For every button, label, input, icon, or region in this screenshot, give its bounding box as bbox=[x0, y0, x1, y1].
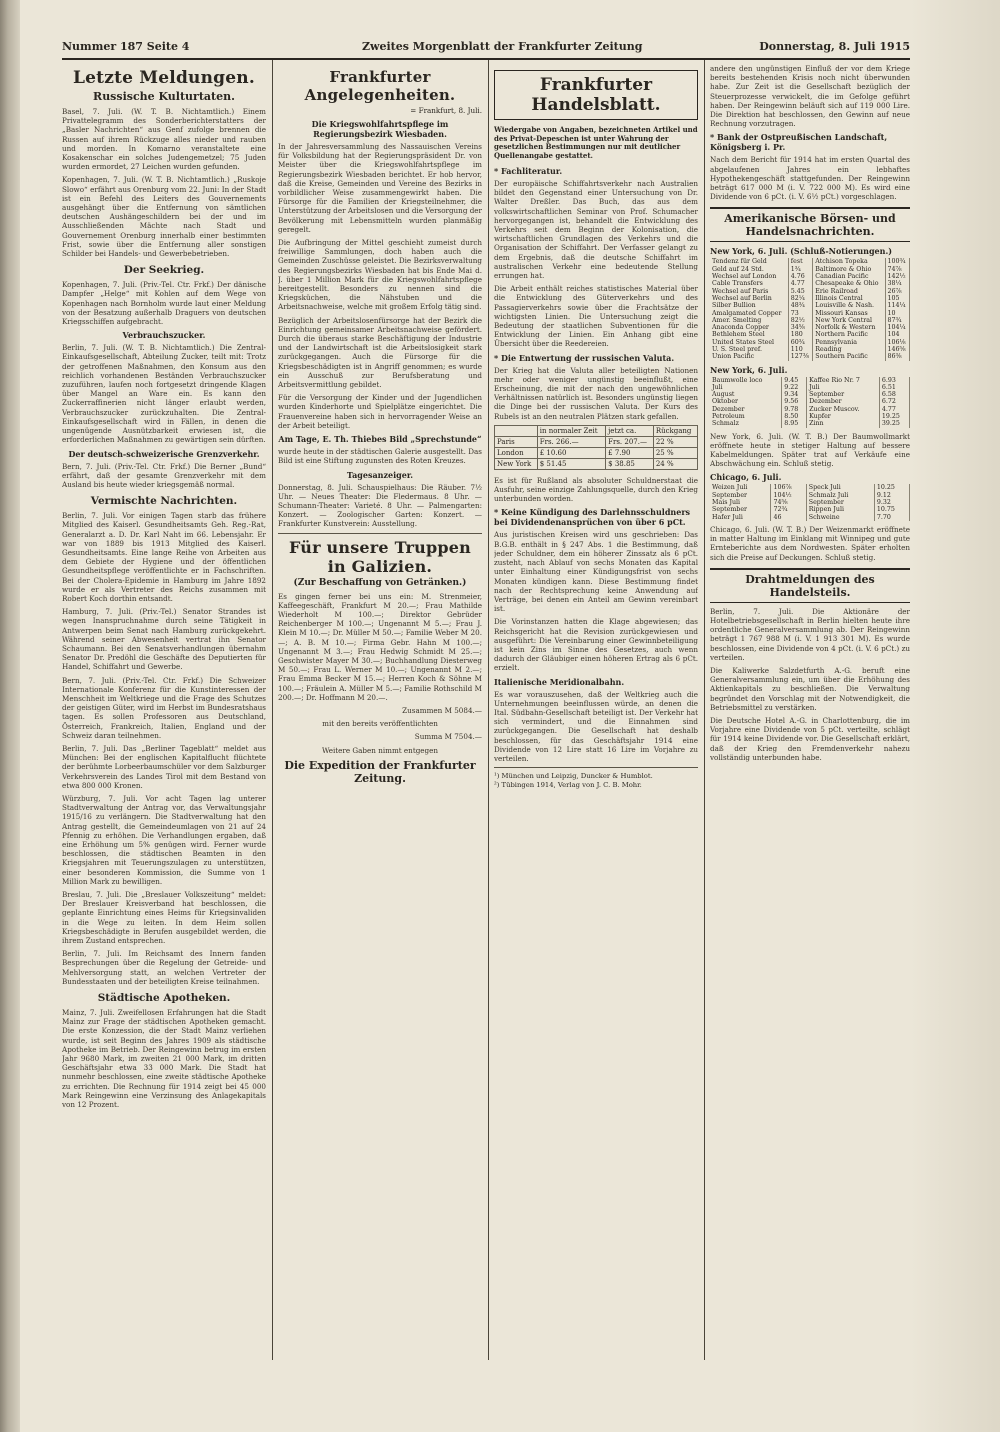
reprint-notice: Wiedergabe von Angaben, bezeichneten Artikel und des Privat-Depeschen ist unter Wahrung der gesetzlichen Bestimmungen nur mit deutlicher Quellenangabe gestattet. bbox=[494, 125, 698, 160]
table-cell: 46 bbox=[771, 514, 806, 521]
table-cell: $ 38.85 bbox=[606, 458, 654, 469]
headline-frankfurt-affairs: Frankfurter Angelegenheiten. bbox=[304, 68, 456, 104]
table-cell: 74⅞ bbox=[885, 266, 909, 273]
sum-value: M 5084.— bbox=[444, 705, 482, 715]
table-cell: 180 bbox=[788, 331, 812, 338]
table-cell: fest bbox=[788, 258, 812, 265]
table-cell: 19.25 bbox=[879, 413, 909, 420]
article-paragraph: New York, 6. Juli. (W. T. B.) Der Baumwollmarkt eröffnete heute in stetiger Haltung auf bessere Kabelmeldungen. Später trat auf Verkäufe eine Abschwächung ein. Schluß stetig. bbox=[710, 431, 910, 469]
table-cell: Anaconda Copper bbox=[710, 324, 788, 331]
table-row bbox=[710, 377, 910, 384]
table-cell: £ 7.90 bbox=[606, 447, 654, 458]
article-paragraph: Für die Versorgung der Kinder und der Jugendlichen wurden Kinderhorte und Spielplätze eingerichtet. Die Frauenvereine haben sich in hervorragender Weise an der Arbeit beteiligt. bbox=[278, 393, 482, 430]
table-cell: Wechsel auf London bbox=[710, 273, 788, 280]
table-cell: 4.77 bbox=[788, 280, 812, 287]
table-cell: Schmalz Juli bbox=[806, 492, 874, 499]
table-cell: Mais Juli bbox=[710, 499, 771, 506]
table-cell: 39.25 bbox=[879, 420, 909, 427]
article-paragraph: Es war vorauszusehen, daß der Weltkrieg auch die Unternehmungen beeinflussen würde, an denen die Ital. Südbahn-Gesellschaft beteiligt ist. Der Verkehr hat sich vermindert, und die Einnahmen sind zurückgegangen. Die Gesellschaft hat deshalb beschlossen, für das Geschäftsjahr 1914 eine Dividende von 12 Lire statt 16 Lire im Vorjahre zu verteilen. bbox=[494, 689, 698, 763]
table-row bbox=[710, 324, 910, 331]
table-cell: Southern Pacific bbox=[813, 353, 885, 360]
table-row bbox=[710, 391, 910, 398]
table-row bbox=[710, 295, 910, 302]
table-cell: 10.25 bbox=[874, 484, 909, 491]
article-paragraph: Aus juristischen Kreisen wird uns geschrieben: Das B.G.B. enthält in § 247 Abs. 1 die Bestimmung, daß jeder Schuldner, dem ein höherer Zinssatz als 6 pCt. zusteht, nach Ablauf von sechs Monaten das Kapital unter Einhaltung einer Kündigungsfrist von sechs Monaten kündigen kann. Diese Bestimmung findet nach der Rechtsprechung keine Anwendung auf Verträge, bei denen ein Anteil am Gewinn vereinbart ist. bbox=[494, 530, 698, 614]
subhead: Italienische Meridionalbahn. bbox=[494, 676, 625, 687]
running-header bbox=[62, 40, 910, 56]
table-cell: 22 % bbox=[653, 436, 697, 447]
article-paragraph: Die Vorinstanzen hatten die Klage abgewiesen; das Reichsgericht hat die Revision zurückgewiesen und ausgeführt: Die Vereinbarung einer Gewinnbeteiligung ist kein Zins im Sinne des Gesetzes, auch wenn dadurch der Gläubiger einen höheren Ertrag als 6 pCt. erzielt. bbox=[494, 617, 698, 673]
table-cell: United States Steel bbox=[710, 339, 788, 346]
column-2 bbox=[278, 64, 482, 1364]
table-cell: 6.72 bbox=[879, 398, 909, 405]
table-cell: 34⅝ bbox=[788, 324, 812, 331]
column-rule bbox=[272, 60, 273, 1360]
table-cell: Baumwolle loco bbox=[710, 377, 782, 384]
table-row bbox=[710, 398, 910, 405]
table-cell: Dezember bbox=[807, 398, 880, 405]
table-cell: 82½ bbox=[788, 317, 812, 324]
subhead: * Die Entwertung der russischen Valuta. bbox=[494, 352, 675, 363]
article-paragraph: Bezüglich der Arbeitslosenfürsorge hat der Bezirk die Einrichtung gemeinsamer Arbeitsnachweise gefördert. Durch die überaus starke Beschäftigung der Industrie und der Landwirtschaft ist die Arbeitslosigkeit stark zurückgegangen. Auch die Fürsorge für die Kriegsbeschädigten ist in Angriff genommen; es wurde ein Ausschuß zur Berufsberatung und Arbeitsvermittlung gebildet. bbox=[278, 315, 482, 390]
table-cell: Frs. 266.— bbox=[537, 436, 605, 447]
article-paragraph: Kopenhagen, 7. Juli. (Priv.-Tel. Ctr. Frkf.) Der dänische Dampfer „Helge“ mit Kohlen auf dem Wege von Kopenhagen nach Bornholm wurde laut einer Meldung von der Besatzung außerhalb Draguers von deutschen Kriegsschiffen aufgebracht. bbox=[62, 280, 266, 327]
table-row bbox=[710, 258, 910, 265]
market-subhead: Chicago, 6. Juli. bbox=[710, 472, 782, 483]
table-cell: 5.45 bbox=[788, 288, 812, 295]
donation-list: Es gingen ferner bei uns ein: M. Strenmeier, Kaffeegeschäft, Frankfurt M 20.—; Frau Mathilde Wiederholt M 100.—; Direktor Gebrüder Reichenberger M 100.—; Ungenannt M 5.—; Frau J. Klein M 10.—; Dr. Müller M 50.—; Familie Weber M 20.—; A. B. M 10.—; Firma Gebr. Hahn M 100.—; Ungenannt M 3.—; Frau Hedwig Schmidt M 25.—; Geschwister Mayer M 30.—; Buchhandlung Diesterweg M 50.—; Frau L. Werner M 10.—; Ungenannt M 2.—; Frau Emma Becker M 15.—; Herren Koch & Söhne M 100.—; Fräulein A. Müller M 5.—; Familie Rothschild M 200.—; Dr. Hoffmann M 20.—. bbox=[278, 591, 482, 702]
table-cell: Petroleum bbox=[710, 413, 782, 420]
page-binding bbox=[0, 0, 20, 1432]
table-header-row bbox=[495, 425, 698, 436]
table-row bbox=[710, 266, 910, 273]
table-cell: Atchison Topeka bbox=[813, 258, 885, 265]
article-paragraph: Berlin, 7. Juli. Vor einigen Tagen starb das frühere Mitglied des Kaiserl. Gesundheitsamts Geh. Reg.-Rat, Generalarzt a. D. Dr. Karl Naht im 66. Lebensjahr. Er war von 1889 bis 1913 Mitglied des Kaiserl. Gesundheitsamts. Eine lange Reihe von Arbeiten aus dem Gebiete der Hygiene und der öffentlichen Gesundheitspflege veröffentlichte er in Fachschriften. Bei der Cholera-Epidemie in Hamburg im Jahre 1892 wurde er als Vertreter des Reichs zusammen mit Robert Koch dorthin entsandt. bbox=[62, 511, 266, 603]
table-cell: 87¾ bbox=[885, 317, 909, 324]
table-cell: 48¾ bbox=[788, 302, 812, 309]
table-cell: Frs. 207.— bbox=[606, 436, 654, 447]
market-subhead: New York, 6. Juli. (Schluß-Notierungen.) bbox=[710, 246, 893, 257]
table-row bbox=[710, 331, 910, 338]
table-cell: 8.95 bbox=[782, 420, 807, 427]
table-cell: 82¼ bbox=[788, 295, 812, 302]
table-cell: $ 51.45 bbox=[537, 458, 605, 469]
table-cell: 9.32 bbox=[874, 499, 909, 506]
article-paragraph: Basel, 7. Juli. (W. T. B. Nichtamtlich.) Einem Privattelegramm des Sonderberichterstatters der „Basler Nachrichten“ aus Genf zufolge brennen die Russen auf ihrem Rückzuge alles nieder und rauben und morden. In Komarno veranstaltete eine Kosakenschar ein solches Judengemetzel; 75 Juden wurden ermordet, 27 Leichen wurden gefunden. bbox=[62, 107, 266, 172]
table-cell: Juli bbox=[807, 384, 880, 391]
table-cell: Cable Transfers bbox=[710, 280, 788, 287]
table-cell: Weizen Juli bbox=[710, 484, 771, 491]
column-3 bbox=[494, 64, 698, 1364]
table-cell: 9.78 bbox=[782, 406, 807, 413]
table-cell: 10 bbox=[885, 310, 909, 317]
table-cell: September bbox=[710, 492, 771, 499]
table-cell: 26⅞ bbox=[885, 288, 909, 295]
subhead: * Keine Kündigung des Darlehnsschuldners bei Dividendenansprüchen von über 6 pCt. bbox=[494, 507, 691, 528]
table-cell: Reading bbox=[813, 346, 885, 353]
article-paragraph: Berlin, 7. Juli. (W. T. B. Nichtamtlich.) Die Zentral-Einkaufsgesellschaft, Abteilung Zucker, teilt mit: Trotz der getroffenen Maßnahmen, den Konsum aus den reichlich vorhandenen Beständen Verbrauchszucker zuzuführen, laufen noch fortgesetzt dringende Klagen über Mangel an Ware ein. Es kann den Zuckerraffinerien nicht länger erlaubt werden, Verbrauchszucker zurückzuhalten. Die Zentral-Einkaufsgesellschaft wird in Fällen, in denen die ungenügende Ausnützbarkeit erwiesen ist, die erforderlichen Maßnahmen zu gewärtigen sein dürften. bbox=[62, 343, 266, 445]
article-paragraph: Bern, 7. Juli. (Priv.-Tel. Ctr. Frkf.) Die Schweizer Internationale Konferenz für die Kunstinteressen der Menschheit im Weltkriege und die Frage des Schutzes der geistigen Güter, wird im Herbst im Bundesratshaus tagen. Es sollen Professoren aus Deutschland, Österreich, Frankreich, Italien, England und der Schweiz daran teilnehmen. bbox=[62, 675, 266, 740]
table-header-cell: Rückgang bbox=[653, 425, 697, 436]
table-row bbox=[710, 492, 910, 499]
table-row bbox=[710, 310, 910, 317]
table-cell: Amer. Smelting bbox=[710, 317, 788, 324]
table-row bbox=[710, 317, 910, 324]
footnote-rule bbox=[494, 767, 698, 768]
wire-news-headline: Drahtmeldungen des Handelsteils. bbox=[710, 568, 910, 603]
table-cell: 104½ bbox=[771, 492, 806, 499]
article-paragraph: Es ist für Rußland als absoluter Schuldnerstaat die Ausfuhr, seine einzige Zahlungsquelle, durch den Krieg unterbunden worden. bbox=[494, 475, 698, 504]
article-paragraph: Der europäische Schiffahrtsverkehr nach Australien bildet den Gegenstand einer Untersuchung von Dr. Walter Dreßler. Das Buch, das aus dem volkswirtschaftlichen Seminar von Prof. Schumacher hervorgegangen ist, behandelt die Entwicklung des Verkehrs seit dem Beginn der Kolonisation, die wirtschaftlichen Grundlagen des Verkehrs und die Organisation der Schiffahrt. Der Verfasser gelangt zu dem Ergebnis, daß die deutsche Schiffahrt im australischen Verkehr eine bedeutende Stellung errungen hat. bbox=[494, 179, 698, 281]
table-cell: Oktober bbox=[710, 398, 782, 405]
table-cell: Schmalz bbox=[710, 420, 782, 427]
donation-total bbox=[278, 732, 482, 741]
footnote: ¹) München und Leipzig, Duncker & Humblot. bbox=[494, 772, 653, 781]
closing-org: Die Expedition der Frankfurter Zeitung. bbox=[284, 758, 476, 785]
article-paragraph: Berlin, 7. Juli. Im Reichsamt des Innern fanden Besprechungen über die Regelung der Getreide- und Mehlversorgung statt, an welchen Vertreter der Bundesstaaten und der beteiligten Kreise teilnahmen. bbox=[62, 949, 266, 986]
table-cell: Amalgamated Copper bbox=[710, 310, 788, 317]
table-cell: London bbox=[495, 447, 538, 458]
subhead: * Bank der Ostpreußischen Landschaft, Königsberg i. Pr. bbox=[710, 132, 888, 153]
subhead: Tagesanzeiger. bbox=[346, 469, 414, 480]
table-cell: Baltimore & Ohio bbox=[813, 266, 885, 273]
table-row bbox=[495, 458, 698, 469]
article-paragraph: Hamburg, 7. Juli. (Priv.-Tel.) Senator Strandes ist wegen Inanspruchnahme durch seine Tätigkeit in Antwerpen beim Senat nach Hamburg zurückgekehrt. Während seiner Abwesenheit vertrat ihn Senator Schaumann. Bei den Senatsverhandlungen übernahm Senator Dr. Predöhl die Geschäfte des Deputierten für Handel, Schiffahrt und Gewerbe. bbox=[62, 607, 266, 672]
table-cell: 72¾ bbox=[771, 506, 806, 513]
article-paragraph: wurde heute in der städtischen Galerie ausgestellt. Das Bild ist eine Stiftung zugunsten des Roten Kreuzes. bbox=[278, 447, 482, 466]
table-cell: 86⅜ bbox=[885, 353, 909, 360]
subhead: * Fachliteratur. bbox=[494, 166, 563, 176]
table-cell: 24 % bbox=[653, 458, 697, 469]
table-cell: 8.50 bbox=[782, 413, 807, 420]
table-cell: Geld auf 24 Std. bbox=[710, 266, 788, 273]
previous-total-label: mit den bereits veröffentlichten bbox=[322, 719, 438, 729]
table-cell: 7.70 bbox=[874, 514, 909, 521]
paper-shading bbox=[910, 0, 1000, 1432]
table-cell: 106⅛ bbox=[885, 339, 909, 346]
table-row bbox=[710, 384, 910, 391]
headline-latest-news: Letzte Meldungen. bbox=[73, 68, 255, 88]
table-cell: 25 % bbox=[653, 447, 697, 458]
article-paragraph: Bern, 7. Juli. (Priv.-Tel. Ctr. Frkf.) Die Berner „Bund“ erfährt, daß der gesamte Grenzverkehr mit dem Ausland bis heute wieder kriegsgemäß normal. bbox=[62, 461, 266, 489]
table-cell: 114¼ bbox=[885, 302, 909, 309]
table-cell: 1¾ bbox=[788, 266, 812, 273]
table-cell: 146⅝ bbox=[885, 346, 909, 353]
subhead: Am Tage, E. Th. Thiebes Bild „Sprechstunde“ bbox=[278, 434, 482, 445]
column-rule bbox=[488, 60, 489, 1360]
appeal-subhead: (Zur Beschaffung von Getränken.) bbox=[293, 577, 467, 588]
table-cell: New York Central bbox=[813, 317, 885, 324]
article-paragraph: Chicago, 6. Juli. (W. T. B.) Der Weizenmarkt eröffnete in matter Haltung im Einklang mit Winnipeg und gute Ernteberichte aus dem Nordwesten. Später erholten sich die Preise auf Deckungen. Schluß stetig. bbox=[710, 524, 910, 562]
column-1 bbox=[62, 64, 266, 1364]
subhead: Russische Kulturtaten. bbox=[93, 90, 235, 103]
subhead: Städtische Apotheken. bbox=[97, 992, 231, 1005]
table-row bbox=[710, 288, 910, 295]
table-row bbox=[710, 353, 910, 360]
table-cell: Dezember bbox=[710, 406, 782, 413]
table-cell: Wechsel auf Berlin bbox=[710, 295, 788, 302]
article-paragraph: Der Krieg hat die Valuta aller beteiligten Nationen mehr oder weniger ungünstig beeinflußt, eine Erscheinung, die mit der nach den ungewöhnlichen Verhältnissen natürlich ist. Besonders ungünstig liegen die Dinge bei der russischen Valuta. Der Kurs des Rubels ist an den neutralen Plätzen stark gefallen. bbox=[494, 365, 698, 421]
table-cell: 9.12 bbox=[874, 492, 909, 499]
closing-line: Weitere Gaben nimmt entgegen bbox=[321, 745, 439, 755]
exchange-rate-table bbox=[494, 425, 698, 470]
grain-table bbox=[710, 484, 910, 520]
table-cell: 6.93 bbox=[879, 377, 909, 384]
table-cell: Tendenz für Geld bbox=[710, 258, 788, 265]
subhead: Die Kriegswohlfahrtspflege im Regierungsbezirk Wiesbaden. bbox=[311, 119, 449, 139]
market-news-headline: Amerikanische Börsen- und Handelsnachrichten. bbox=[710, 207, 910, 242]
table-cell: Rippen Juli bbox=[806, 506, 874, 513]
table-cell: 4.76 bbox=[788, 273, 812, 280]
table-cell: 105 bbox=[885, 295, 909, 302]
article-paragraph: Die Arbeit enthält reiches statistisches Material über die Entwicklung des Güterverkehrs und des Passagierverkehrs sowie über die Frachtsätze der wichtigsten Linien. Die Untersuchung zeigt die Bedeutung der staatlichen Subventionen für die Entwicklung der Linien. Ein Anhang gibt eine Übersicht über die Reedereien. bbox=[494, 284, 698, 349]
sum-label: Zusammen bbox=[402, 705, 443, 715]
table-row bbox=[710, 514, 910, 521]
table-row bbox=[710, 413, 910, 420]
table-cell: 106⅞ bbox=[771, 484, 806, 491]
table-cell: 6.51 bbox=[879, 384, 909, 391]
table-row bbox=[495, 436, 698, 447]
table-cell: Silber Bullion bbox=[710, 302, 788, 309]
table-row bbox=[710, 302, 910, 309]
subhead: Vermischte Nachrichten. bbox=[90, 495, 238, 508]
subhead: Der Seekrieg. bbox=[123, 264, 205, 277]
table-header-cell: jetzt ca. bbox=[606, 425, 654, 436]
issue-date: Donnerstag, 8. Juli 1915 bbox=[759, 40, 910, 53]
article-paragraph: Breslau, 7. Juli. Die „Breslauer Volkszeitung“ meldet: Der Breslauer Kreisverband hat beschlossen, die geplante Einrichtung eines Heims für Kriegsinvaliden in die Wege zu leiten. In dem Heim sollen Kriegsbeschädigte in Berufen ausgebildet werden, die ihrem Zustand entsprechen. bbox=[62, 890, 266, 946]
table-cell: 4.77 bbox=[879, 406, 909, 413]
donation-sum bbox=[278, 706, 482, 715]
table-cell: 9.45 bbox=[782, 377, 807, 384]
table-cell: Kupfer bbox=[807, 413, 880, 420]
table-cell: Schweine bbox=[806, 514, 874, 521]
table-cell: August bbox=[710, 391, 782, 398]
headline-commerce-section: Frankfurter Handelsblatt. bbox=[494, 70, 698, 120]
table-cell: Canadian Pacific bbox=[813, 273, 885, 280]
table-cell: 9.34 bbox=[782, 391, 807, 398]
article-paragraph: andere den ungünstigen Einfluß der vor dem Kriege bereits bestehenden Krisis noch nicht überwunden habe. Zur Zeit ist die Gesellschaft bezüglich der Steuerprozesse verwickelt, die im Gefolge geführt haben. Der Reingewinn beläuft sich auf 119 000 Lire. Die Direktion hat beschlossen, den Gewinn auf neue Rechnung vorzutragen. bbox=[710, 64, 910, 129]
table-cell: September bbox=[710, 506, 771, 513]
table-row bbox=[710, 406, 910, 413]
table-cell: 100¾ bbox=[885, 258, 909, 265]
table-cell: Illinois Central bbox=[813, 295, 885, 302]
table-cell: U. S. Steel pref. bbox=[710, 346, 788, 353]
table-cell: 60¾ bbox=[788, 339, 812, 346]
table-row bbox=[710, 420, 910, 427]
table-cell: New York bbox=[495, 458, 538, 469]
table-cell: Chesapeake & Ohio bbox=[813, 280, 885, 287]
divider bbox=[278, 533, 482, 534]
table-row bbox=[710, 499, 910, 506]
table-cell: Speck Juli bbox=[806, 484, 874, 491]
subhead: Der deutsch-schweizerische Grenzverkehr. bbox=[68, 448, 260, 459]
footnote: ²) Tübingen 1914, Verlag von J. C. B. Mohr. bbox=[494, 780, 642, 789]
header-rule bbox=[62, 58, 910, 60]
commodity-table bbox=[710, 377, 910, 428]
quotation-table bbox=[710, 258, 910, 360]
column-4 bbox=[710, 64, 910, 1364]
table-cell: 127⅜ bbox=[788, 353, 812, 360]
article-paragraph: Würzburg, 7. Juli. Vor acht Tagen lag unterer Stadtverwaltung der Antrag vor, das Verwaltungsjahr 1915/16 zu verlängern. Die Stadtverwaltung hat den Antrag gestellt, die Gemeindeumlagen von 21 auf 24 Pfennig zu erhöhen. Die Verhandlungen ergaben, daß eine Erhöhung um 5% genügen wird. Ferner wurde beschlossen, die städtischen Beamten in den Kriegsjahren mit Teuerungszulagen zu unterstützen, einer besonderen Kommission, die Summe von 1 Million Mark zu bewilligen. bbox=[62, 794, 266, 886]
table-cell: Missouri Kansas bbox=[813, 310, 885, 317]
table-row bbox=[495, 447, 698, 458]
article-paragraph: Kopenhagen, 7. Juli. (W. T. B. Nichtamtlich.) „Ruskoje Slowo“ erfährt aus Orenburg vom 22. Juni: In der Stadt ist ein Befehl des Leiters des Gouvernements ausgehängt über die Entfernung von sämtlichen deutschen Aushängeschildern bei der und im Ausschließenden Mächte nach Stadt und Gouvernement Orenburg innerhalb einer bestimmten Frist, sowie über die Entfernung aller sonstigen Schilder bei Handels- und Gewerbebetrieben. bbox=[62, 175, 266, 259]
article-paragraph: In der Jahresversammlung des Nassauischen Vereins für Volksbildung hat der Regierungspräsident Dr. von Meister über die Kriegswohlfahrtspflege im Regierungsbezirk Wiesbaden berichtet. Er hob hervor, daß die Kreise, Gemeinden und Vereine des Bezirks in vorbildlicher Weise zusammengewirkt haben. Die Fürsorge für die Familien der Kriegsteilnehmer, die Unterstützung der Arbeitslosen und die Versorgung der Bevölkerung mit Lebensmitteln wurden planmäßig geregelt. bbox=[278, 142, 482, 234]
table-cell: 104 bbox=[885, 331, 909, 338]
table-cell: September bbox=[807, 391, 880, 398]
table-cell: Paris bbox=[495, 436, 538, 447]
table-cell: Juli bbox=[710, 384, 782, 391]
table-cell: 73 bbox=[788, 310, 812, 317]
table-row bbox=[710, 339, 910, 346]
issue-number: Nummer 187 Seite 4 bbox=[62, 40, 190, 53]
article-paragraph: Die Aufbringung der Mittel geschieht zumeist durch freiwillige Sammlungen, doch haben auch die Gemeinden Zuschüsse geleistet. Die Bezirksverwaltung des Regierungsbezirks Wiesbaden hat bis Ende Mai d. J. über 1 Million Mark für die Kriegswohlfahrtspflege bereitgestellt. Besonders zu nennen sind die Kriegsküchen, die Nähstuben und die Arbeitsnachweise, welche mit großem Erfolg tätig sind. bbox=[278, 238, 482, 312]
table-cell: Pennsylvania bbox=[813, 339, 885, 346]
table-cell: Hafer Juli bbox=[710, 514, 771, 521]
table-cell: September bbox=[806, 499, 874, 506]
dateline: = Frankfurt, 8. Juli. bbox=[410, 106, 482, 115]
table-cell: Zinn bbox=[807, 420, 880, 427]
subhead: Verbrauchszucker. bbox=[122, 330, 206, 341]
table-cell: 110 bbox=[788, 346, 812, 353]
table-cell: Bethlehem Steel bbox=[710, 331, 788, 338]
article-paragraph: Die Kaliwerke Salzdetfurth A.-G. beruft eine Generalversammlung ein, um über die Erhöhung des Aktienkapitals zu beschließen. Die Verwaltung begründet den Vorschlag mit der Notwendigkeit, die Betriebsmittel zu verstärken. bbox=[710, 666, 910, 712]
table-cell: £ 10.60 bbox=[537, 447, 605, 458]
article-paragraph: Mainz, 7. Juli. Zweifellosen Erfahrungen hat die Stadt Mainz zur Frage der städtischen Apotheken gemacht. Die erste Konzession, die der Stadt Mainz verliehen wurde, ist seit Beginn des Jahres 1909 als städtische Apotheke im Betrieb. Der Reingewinn betrug im ersten Jahr 9680 Mark, im zweiten 21 000 Mark, im dritten Geschäftsjahr etwa 33 000 Mark. Die Stadt hat nunmehr beschlossen, eine zweite städtische Apotheke zu errichten. Die Rechnung für 1914 zeigt bei 45 000 Mark Reingewinn eine Verzinsung des Anlagekapitals von 12 Prozent. bbox=[62, 1008, 266, 1110]
table-cell: Norfolk & Western bbox=[813, 324, 885, 331]
table-header-cell: in normaler Zeit bbox=[537, 425, 605, 436]
agenda-listing: Donnerstag, 8. Juli. Schauspielhaus: Die Räuber. 7½ Uhr. — Neues Theater: Die Fledermaus. 8 Uhr. — Schumann-Theater: Varieté. 8 Uhr. — Palmengarten: Konzert. — Zoologischer Garten: Konzert. — Frankfurter Kunstverein: Ausstellung. bbox=[278, 482, 482, 529]
table-cell: 104¼ bbox=[885, 324, 909, 331]
table-cell: Louisville & Nash. bbox=[813, 302, 885, 309]
total-label: Summa bbox=[414, 732, 443, 742]
table-cell: Wechsel auf Paris bbox=[710, 288, 788, 295]
table-header-cell bbox=[495, 425, 538, 436]
table-cell: Kaffee Rio Nr. 7 bbox=[807, 377, 880, 384]
column-rule bbox=[704, 60, 705, 1360]
article-paragraph: Berlin, 7. Juli. Das „Berliner Tageblatt“ meldet aus München: Bei der englischen Kapitalflucht flüchtete der berühmte Lorbeerbaumschüler vor dem Salzburger Verkehrsverein des Landes Tirol mit dem Bestand von etwa 800 000 Kronen. bbox=[62, 743, 266, 790]
table-row bbox=[710, 484, 910, 491]
table-cell: Northern Pacific bbox=[813, 331, 885, 338]
table-cell: 38¼ bbox=[885, 280, 909, 287]
table-cell: 74⅝ bbox=[771, 499, 806, 506]
appeal-headline: Für unsere Truppen in Galizien. bbox=[289, 537, 471, 576]
table-cell: 10.75 bbox=[874, 506, 909, 513]
table-row bbox=[710, 280, 910, 287]
paper-title: Zweites Morgenblatt der Frankfurter Zeitung bbox=[362, 40, 643, 53]
article-paragraph: Berlin, 7. Juli. Die Aktionäre der Hotelbetriebsgesellschaft in Berlin hielten heute ihre ordentliche Generalversammlung ab. Der Reingewinn beträgt 1 767 988 M (i. V. 1 913 301 M). Es wurde beschlossen, eine Dividende von 4 pCt. (i. V. 6 pCt.) zu verteilen. bbox=[710, 606, 910, 662]
table-cell: Zucker Muscov. bbox=[807, 406, 880, 413]
table-row bbox=[710, 506, 910, 513]
article-paragraph: Die Deutsche Hotel A.-G. in Charlottenburg, die im Vorjahre eine Dividende von 5 pCt. verteilte, schlägt für 1914 keine Dividende vor. Die Gesellschaft erklärt, daß der Krieg den Fremdenverkehr nahezu vollständig unterbunden habe. bbox=[710, 716, 910, 762]
table-cell: 142½ bbox=[885, 273, 909, 280]
table-cell: Erie Railroad bbox=[813, 288, 885, 295]
market-subhead: New York, 6. Juli. bbox=[710, 364, 788, 375]
table-cell: 6.58 bbox=[879, 391, 909, 398]
table-cell: Union Pacific bbox=[710, 353, 788, 360]
table-row bbox=[710, 273, 910, 280]
total-value: M 7504.— bbox=[444, 732, 482, 742]
table-cell: 9.22 bbox=[782, 384, 807, 391]
table-row bbox=[710, 346, 910, 353]
table-cell: 9.56 bbox=[782, 398, 807, 405]
article-paragraph: Nach dem Bericht für 1914 hat im ersten Quartal des abgelaufenen Jahres ein lebhaftes Hypothekengeschäft stattgefunden. Der Reingewinn beträgt 617 000 M (i. V. 722 000 M). Es wird eine Dividende von 6 pCt. (i. V. 6½ pCt.) vorgeschlagen. bbox=[710, 155, 910, 202]
